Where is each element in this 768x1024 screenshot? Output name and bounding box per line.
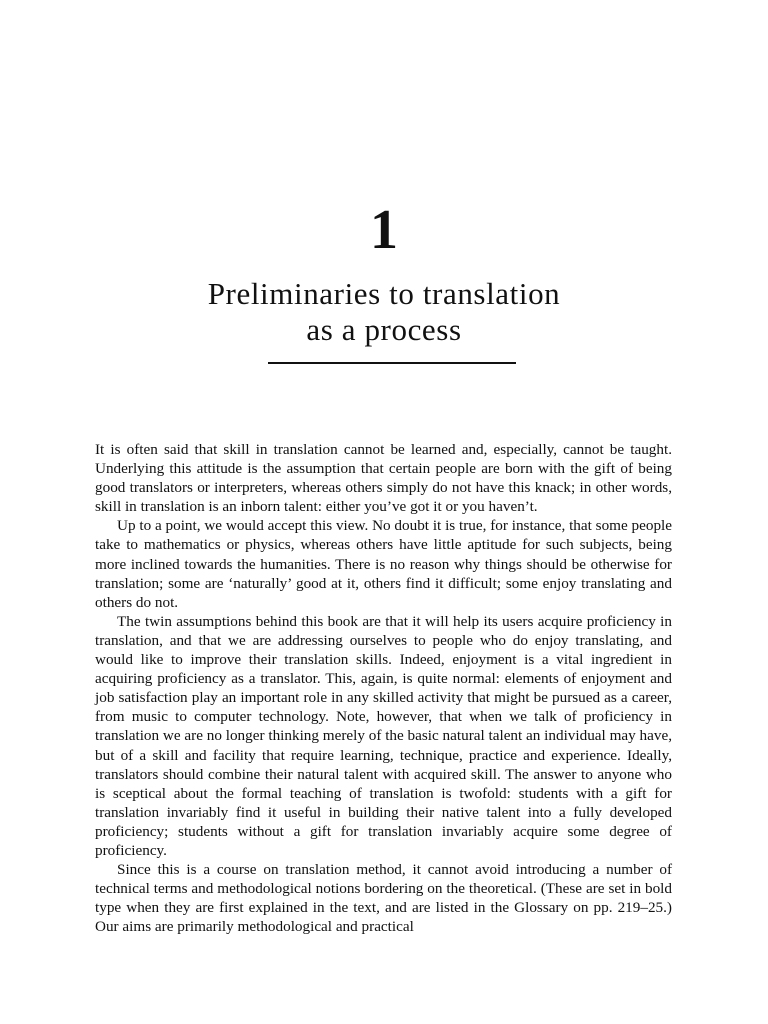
title-rule: [268, 362, 516, 364]
chapter-title-line-1: Preliminaries to translation: [207, 276, 561, 311]
paragraph-4: Since this is a course on translation method, it cannot avoid introducing a number of technical terms and methodological notions bordering on the theoretical. (These are set in bold type when they are first explained in the text, and are listed in the Glossary on pp. 219–25.) Our aims are primarily methodological and practical: [95, 861, 672, 936]
body-text: [95, 440, 672, 936]
paragraph-1: It is often said that skill in translation cannot be learned and, especially, cannot be taught. Underlying this attitude is the assumption that certain people are born with the gift of being good translators or interpreters, whereas others simply do not have this knack; in other words, skill in translation is an inborn talent: either you’ve got it or you haven’t.: [95, 441, 672, 516]
chapter-title: [0, 276, 768, 348]
chapter-number: 1: [370, 199, 398, 261]
paragraph-3: The twin assumptions behind this book are that it will help its users acquire proficiency in translation, and that we are addressing ourselves to people who do enjoy translating, and would like to improve their translation skills. Indeed, enjoyment is a vital ingredient in acquiring proficiency as a translator. This, again, is quite normal: elements of enjoyment and job satisfaction play an important role in any skilled activity that might be pursued as a career, from music to computer technology. Note, however, that when we talk of proficiency in translation we are no longer thinking merely of the basic natural talent an individual may have, but of a skill and facility that require learning, technique, practice and experience. Ideally, translators should combine their natural talent with acquired skill. The answer to anyone who is sceptical about the formal teaching of translation is twofold: students with a gift for translation invariably find it useful in building their native talent into a fully developed proficiency; students without a gift for translation invariably acquire some degree of proficiency.: [95, 612, 672, 859]
paragraph-2: Up to a point, we would accept this view. No doubt it is true, for instance, that some people take to mathematics or physics, whereas others have little aptitude for such subjects, being more inclined towards the humanities. There is no reason why things should be otherwise for translation; some are ‘naturally’ good at it, others find it difficult; some enjoy translating and others do not.: [95, 517, 672, 611]
chapter-title-line-2: as a process: [306, 312, 462, 347]
